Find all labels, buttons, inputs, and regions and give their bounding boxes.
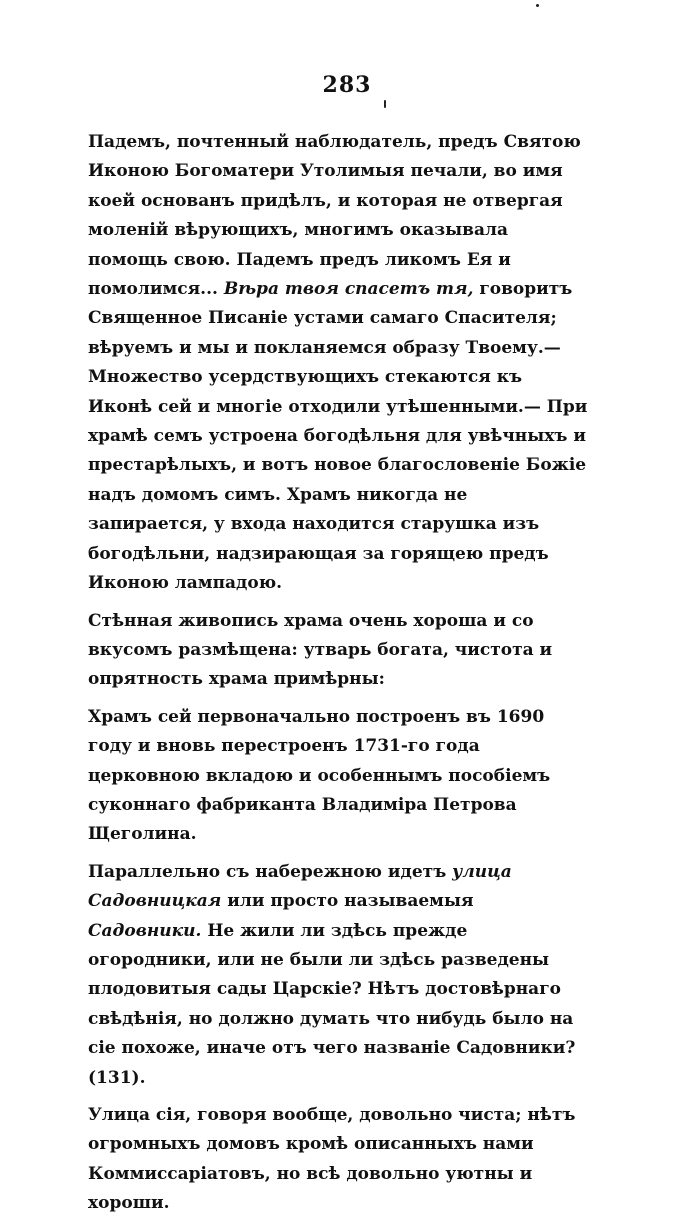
text-run: или просто называемыя	[221, 891, 474, 912]
italic-text-run: улица Садовницкая	[88, 861, 512, 912]
paragraph	[88, 703, 588, 850]
print-speck	[384, 100, 386, 108]
text-run: Храмъ сей первоначально построенъ въ 1690 году и вновь перестроенъ 1731-го года церковною вкладою и особеннымъ пособіемъ суконнаго фабриканта Владиміра Петрова Щеголина.	[88, 706, 551, 845]
print-speck	[536, 4, 539, 7]
page-body-text	[88, 128, 588, 1227]
paragraph	[88, 128, 588, 599]
text-run: Падемъ, почтенный наблюдатель, предъ Святою Иконою Богоматери Утолимыя печали, во имя коей основанъ придѣлъ, и которая не отвергая моленій вѣрующихъ, многимъ оказывала помощь свою. Падемъ предъ ликомъ Ея и помолимся...	[88, 132, 581, 300]
italic-text-run: Садовники.	[88, 920, 202, 941]
text-run: Параллельно съ набережною идетъ	[88, 861, 453, 882]
text-run: Не жили ли здѣсь прежде огородники, или не были ли здѣсь разведены плодовитыя сады Царскіе? Нѣтъ достовѣрнаго свѣдѣнія, но должно думать что нибудь было на сіе похоже, иначе отъ чего названіе Садовники? (131).	[88, 920, 576, 1088]
text-run: Улица сія, говоря вообще, довольно чиста; нѣтъ огромныхъ домовъ кромѣ описанныхъ нами Коммиссаріатовъ, но всѣ довольно уютны и хороши.	[88, 1105, 576, 1214]
paragraph	[88, 858, 588, 1093]
paragraph	[88, 1101, 588, 1219]
text-run: Стѣнная живопись храма очень хороша и со вкусомъ размѣщена: утварь богата, чистота и опрятность храма примѣрны:	[88, 610, 553, 690]
paragraph	[88, 607, 588, 695]
text-run: говоритъ Священное Писаніе устами самаго Спасителя; вѣруемъ и мы и покланяемся образу Твоему.— Множество усердствующихъ стекаются къ Иконѣ сей и многіе отходили утѣшенными.— При храмѣ семъ устроена богодѣльня для увѣчныхъ и престарѣлыхъ, и вотъ новое благословеніе Божіе надъ домомъ симъ. Храмъ никогда не запирается, у входа находится старушка изъ богодѣльни, надзирающая за горящею предъ Иконою лампадою.	[88, 279, 588, 594]
italic-text-run: Вѣра твоя спасетъ тя,	[223, 279, 474, 300]
page-number: 283	[322, 72, 372, 98]
